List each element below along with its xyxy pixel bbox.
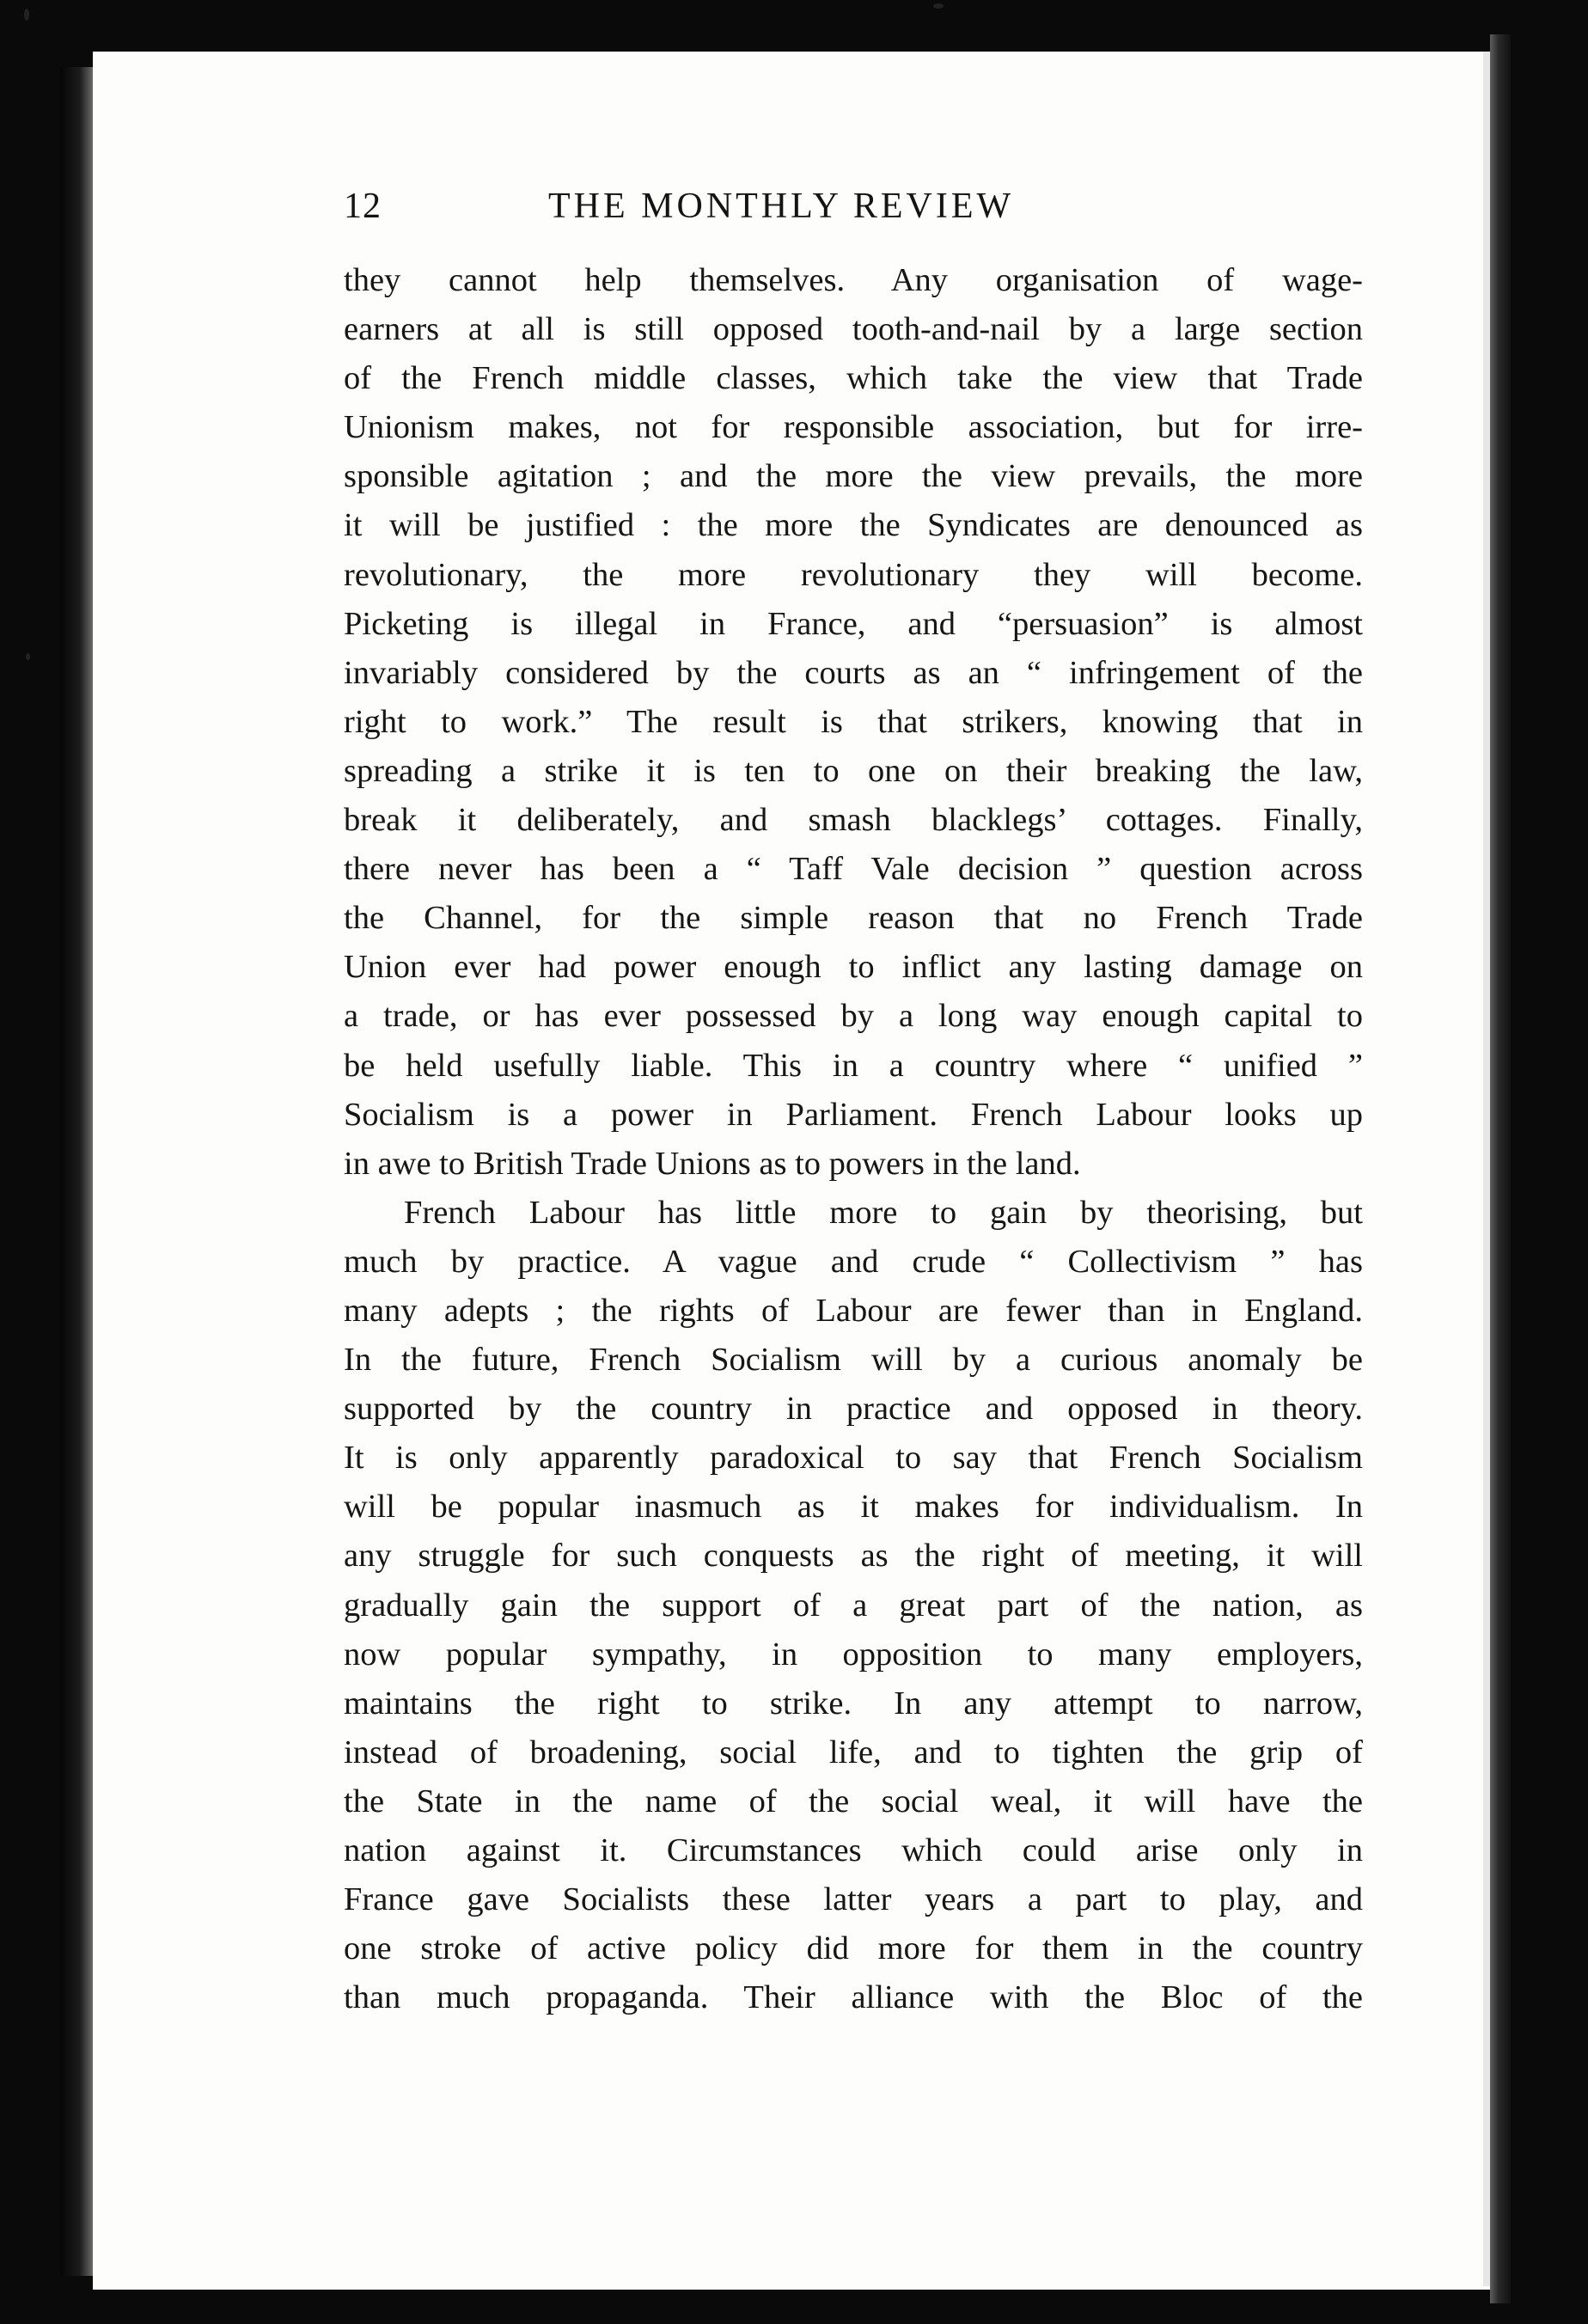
text-line: than much propaganda. Their alliance with the Bloc of the xyxy=(344,1979,1363,2016)
text-line: In the future, French Socialism will by a curious anomaly be xyxy=(344,1342,1363,1379)
text-line: a trade, or has ever possessed by a long way enough capital to xyxy=(344,998,1363,1035)
text-line: maintains the right to strike. In any attempt to narrow, xyxy=(344,1685,1363,1722)
text-line: France gave Socialists these latter years a part to play, and xyxy=(344,1881,1363,1918)
text-line: It is only apparently paradoxical to say that French Socialism xyxy=(344,1440,1363,1477)
text-line: revolutionary, the more revolutionary they will become. xyxy=(344,556,1363,593)
scan-left-shadow xyxy=(60,67,93,2276)
text-line: they cannot help themselves. Any organisation of wage- xyxy=(344,262,1363,298)
text-line: much by practice. A vague and crude “ Collectivism ” has xyxy=(344,1243,1363,1280)
text-line: invariably considered by the courts as an “ infringement of the xyxy=(344,654,1363,691)
text-line: in awe to British Trade Unions as to powers in the land. xyxy=(344,1145,1081,1182)
scan-speck xyxy=(26,653,30,660)
page-number: 12 xyxy=(344,187,382,226)
text-line: the Channel, for the simple reason that no French Trade xyxy=(344,900,1363,937)
text-line: break it deliberately, and smash blacklegs’ cottages. Finally, xyxy=(344,802,1363,839)
scan-right-edge xyxy=(1490,34,1511,2303)
text-line: will be popular inasmuch as it makes for individualism. In xyxy=(344,1489,1363,1526)
text-line: Socialism is a power in Parliament. French Labour looks up xyxy=(344,1096,1363,1133)
body-text xyxy=(344,256,1363,2022)
text-line: one stroke of active policy did more for them in the country xyxy=(344,1930,1363,1967)
text-line: nation against it. Circumstances which could arise only in xyxy=(344,1832,1363,1868)
text-line: right to work.” The result is that strikers, knowing that in xyxy=(344,703,1363,740)
text-line: Unionism makes, not for responsible association, but for irre- xyxy=(344,409,1363,446)
scan-speck xyxy=(24,9,29,21)
text-line: there never has been a “ Taff Vale decision ” question across xyxy=(344,851,1363,888)
paragraph-1 xyxy=(344,256,1363,1189)
text-line: of the French middle classes, which take the view that Trade xyxy=(344,360,1363,397)
text-line: Union ever had power enough to inflict any lasting damage on xyxy=(344,949,1363,986)
text-line: supported by the country in practice and opposed in theory. xyxy=(344,1391,1363,1428)
paragraph-2 xyxy=(344,1189,1363,2023)
text-line: sponsible agitation ; and the more the view prevails, the more xyxy=(344,458,1363,495)
text-line: many adepts ; the rights of Labour are fewer than in England. xyxy=(344,1292,1363,1329)
running-title: THE MONTHLY REVIEW xyxy=(548,187,1015,226)
text-line: instead of broadening, social life, and to tighten the grip of xyxy=(344,1734,1363,1771)
text-line: any struggle for such conquests as the right of meeting, it will xyxy=(344,1538,1363,1575)
scan-speck xyxy=(933,3,944,9)
text-line: be held usefully liable. This in a country where “ unified ” xyxy=(344,1047,1363,1084)
text-line: spreading a strike it is ten to one on their breaking the law, xyxy=(344,752,1363,789)
page-header xyxy=(344,186,1401,241)
text-line: gradually gain the support of a great part of the nation, as xyxy=(344,1587,1363,1624)
text-line: the State in the name of the social weal, it will have the xyxy=(344,1783,1363,1819)
page-right-edge xyxy=(1483,52,1490,2286)
text-line: Picketing is illegal in France, and “persuasion” is almost xyxy=(344,605,1363,642)
text-line: it will be justified : the more the Syndicates are denounced as xyxy=(344,507,1363,544)
text-line: now popular sympathy, in opposition to many employers, xyxy=(344,1636,1363,1673)
text-line: French Labour has little more to gain by theorising, but xyxy=(404,1194,1363,1231)
text-line: earners at all is still opposed tooth-and-nail by a large section xyxy=(344,311,1363,348)
